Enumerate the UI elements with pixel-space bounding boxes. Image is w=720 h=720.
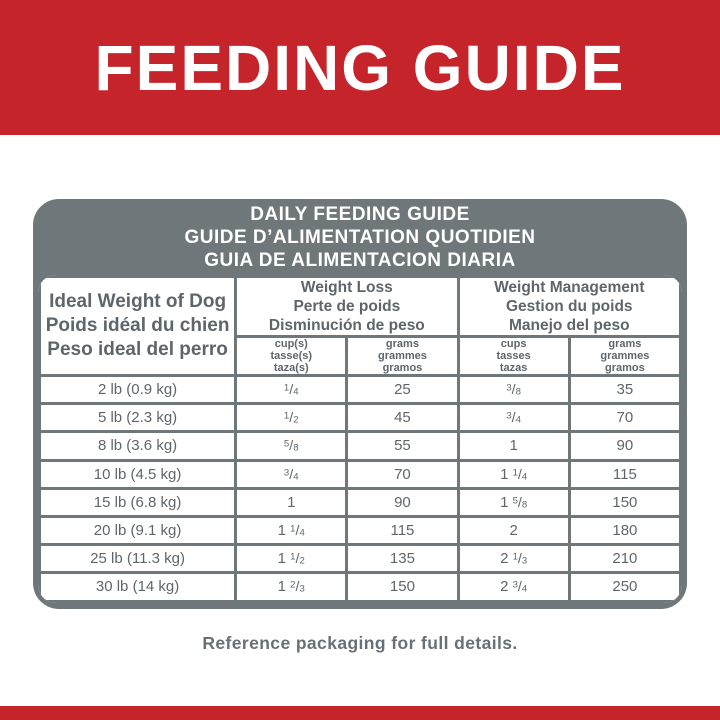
weight-loss-group-header: Weight Loss Perte de poids Disminución de peso <box>236 277 458 337</box>
feeding-table-frame <box>33 199 687 609</box>
dog-weight-cell: 30 lb (14 kg) <box>40 573 236 601</box>
weight-management-grams-cell: 250 <box>569 573 680 601</box>
weight-management-cups-cell: $^3$/8 <box>458 376 569 404</box>
dog-weight-cell: 2 lb (0.9 kg) <box>40 376 236 404</box>
weight-management-grams-cell: 150 <box>569 488 680 516</box>
table-row <box>40 376 681 404</box>
table-title-en: DAILY FEEDING GUIDE <box>250 204 470 225</box>
weight-loss-cups-cell: $^1$/2 <box>236 404 347 432</box>
table-row <box>40 404 681 432</box>
weight-management-group-header: Weight Management Gestion du poids Manejo del peso <box>458 277 680 337</box>
weight-loss-grams-cell: 55 <box>347 432 458 460</box>
table-title <box>38 199 682 275</box>
weight-loss-grams-cell: 90 <box>347 488 458 516</box>
weight-management-cups-cell: 2 $^3$/4 <box>458 573 569 601</box>
weight-management-cups-cell: 1 <box>458 432 569 460</box>
weight-loss-cups-cell: $^1$/4 <box>236 376 347 404</box>
weight-loss-grams-cell: 150 <box>347 573 458 601</box>
weight-management-grams-cell: 115 <box>569 460 680 488</box>
group-header-row <box>40 277 681 337</box>
dog-weight-cell: 15 lb (6.8 kg) <box>40 488 236 516</box>
weight-management-cups-unit-header: cups tasses tazas <box>458 337 569 376</box>
weight-management-cups-cell: $^3$/4 <box>458 404 569 432</box>
feeding-guide-banner <box>0 0 720 135</box>
dog-weight-cell: 10 lb (4.5 kg) <box>40 460 236 488</box>
dog-weight-cell: 25 lb (11.3 kg) <box>40 545 236 573</box>
feeding-table-grid <box>38 275 682 603</box>
weight-loss-grams-cell: 135 <box>347 545 458 573</box>
feeding-table-section <box>33 199 687 609</box>
weight-loss-cups-cell: $^5$/8 <box>236 432 347 460</box>
dog-weight-cell: 20 lb (9.1 kg) <box>40 516 236 544</box>
table-row <box>40 573 681 601</box>
weight-management-cups-cell: 2 $^1$/3 <box>458 545 569 573</box>
weight-management-cups-cell: 2 <box>458 516 569 544</box>
weight-loss-cups-cell: $^3$/4 <box>236 460 347 488</box>
table-row <box>40 432 681 460</box>
bottom-red-strip <box>0 706 720 720</box>
weight-management-cups-cell: 1 $^1$/4 <box>458 460 569 488</box>
dog-weight-cell: 8 lb (3.6 kg) <box>40 432 236 460</box>
weight-loss-cups-cell: 1 $^1$/4 <box>236 516 347 544</box>
weight-loss-cups-cell: 1 $^1$/2 <box>236 545 347 573</box>
weight-management-grams-cell: 35 <box>569 376 680 404</box>
weight-loss-grams-cell: 115 <box>347 516 458 544</box>
footer-note: Reference packaging for full details. <box>202 632 518 653</box>
weight-loss-cups-cell: 1 $^2$/3 <box>236 573 347 601</box>
weight-management-cups-cell: 1 $^5$/8 <box>458 488 569 516</box>
feeding-table <box>38 275 682 603</box>
table-row <box>40 545 681 573</box>
weight-management-grams-cell: 90 <box>569 432 680 460</box>
weight-management-grams-cell: 180 <box>569 516 680 544</box>
dog-weight-cell: 5 lb (2.3 kg) <box>40 404 236 432</box>
table-title-es: GUIA DE ALIMENTACION DIARIA <box>204 250 516 271</box>
weight-column-header: Ideal Weight of Dog Poids idéal du chien Peso ideal del perro <box>40 277 236 376</box>
weight-management-grams-cell: 70 <box>569 404 680 432</box>
weight-management-grams-unit-header: grams grammes gramos <box>569 337 680 376</box>
weight-management-grams-cell: 210 <box>569 545 680 573</box>
weight-loss-cups-unit-header: cup(s) tasse(s) taza(s) <box>236 337 347 376</box>
table-row <box>40 460 681 488</box>
weight-loss-cups-cell: 1 <box>236 488 347 516</box>
weight-loss-grams-cell: 70 <box>347 460 458 488</box>
weight-loss-grams-cell: 45 <box>347 404 458 432</box>
table-title-fr: GUIDE D’ALIMENTATION QUOTIDIEN <box>184 227 536 248</box>
weight-loss-grams-unit-header: grams grammes gramos <box>347 337 458 376</box>
weight-loss-grams-cell: 25 <box>347 376 458 404</box>
banner-title: FEEDING GUIDE <box>94 31 626 104</box>
table-row <box>40 488 681 516</box>
table-row <box>40 516 681 544</box>
